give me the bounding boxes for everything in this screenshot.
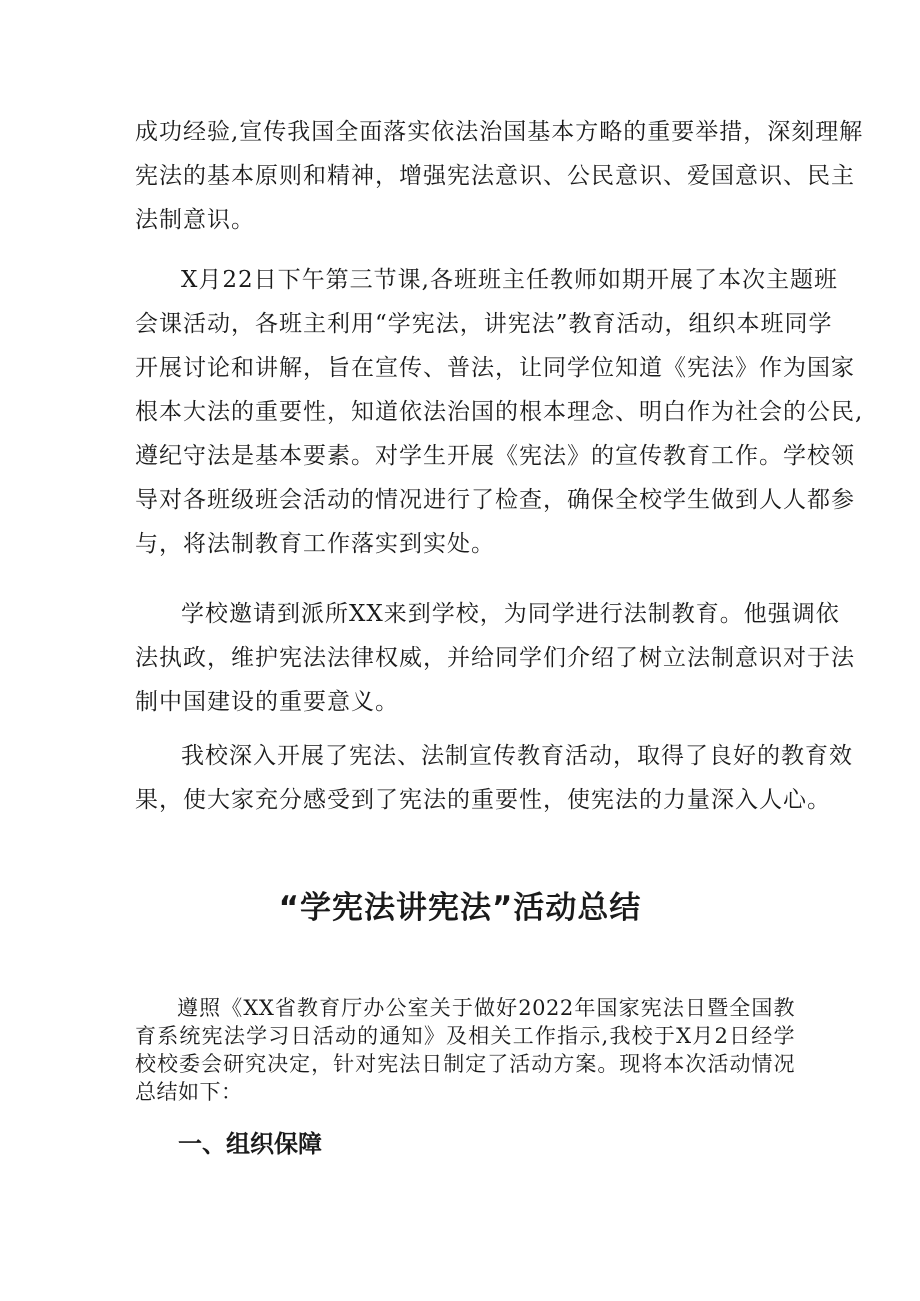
text-line: X月22日下午第三节课,各班班主任教师如期开展了本次主题班: [181, 267, 838, 293]
text-line: 开展讨论和讲解，旨在宣传、普法，让同学位知道《宪法》作为国家: [135, 355, 855, 381]
text-line: 我校深入开展了宪法、法制宣传教育活动，取得了良好的教育效: [181, 743, 853, 769]
text-line: 与，将法制教育工作落实到实处。: [135, 531, 495, 557]
paragraph-4: [135, 734, 853, 822]
text-line: 法制意识。: [135, 207, 255, 233]
intro-paragraph: [135, 994, 795, 1106]
text-line: 遵纪守法是基本要素。对学生开展《宪法》的宣传教育工作。学校领: [135, 443, 855, 469]
text-line: 育系统宪法学习日活动的通知》及相关工作指示,我校于X月2日经学: [135, 1024, 795, 1048]
text-line: 法执政，维护宪法法律权威，并给同学们介绍了树立法制意识对于法: [135, 645, 855, 671]
text-line: 果，使大家充分感受到了宪法的重要性，使宪法的力量深入人心。: [135, 787, 831, 813]
text-line: 总结如下：: [135, 1080, 243, 1104]
text-line: 成功经验,宣传我国全面落实依法治国基本方略的重要举措，深刻理解: [135, 119, 864, 145]
text-line: 导对各班级班会活动的情况进行了检查，确保全校学生做到人人都参: [135, 487, 855, 513]
text-line: 遵照《XX省教育厅办公室关于做好2022年国家宪法日暨全国教: [177, 996, 795, 1020]
text-line: 宪法的基本原则和精神，增强宪法意识、公民意识、爱国意识、民主: [135, 163, 855, 189]
text-line: 根本大法的重要性，知道依法治国的根本理念、明白作为社会的公民,: [135, 399, 864, 425]
paragraph-3: [135, 592, 855, 724]
text-line: 学校邀请到派所XX来到学校，为同学进行法制教育。他强调依: [181, 601, 840, 627]
section-heading: 一、组织保障: [178, 1130, 322, 1158]
text-line: 制中国建设的重要意义。: [135, 689, 399, 715]
paragraph-1: [135, 110, 864, 242]
text-line: 校校委会研究决定，针对宪法日制定了活动方案。现将本次活动情况: [135, 1052, 795, 1076]
text-line: 会课活动，各班主利用“学宪法，讲宪法”教育活动，组织本班同学: [135, 311, 833, 337]
paragraph-2: [135, 258, 864, 566]
document-title: “学宪法讲宪法”活动总结: [278, 890, 642, 926]
